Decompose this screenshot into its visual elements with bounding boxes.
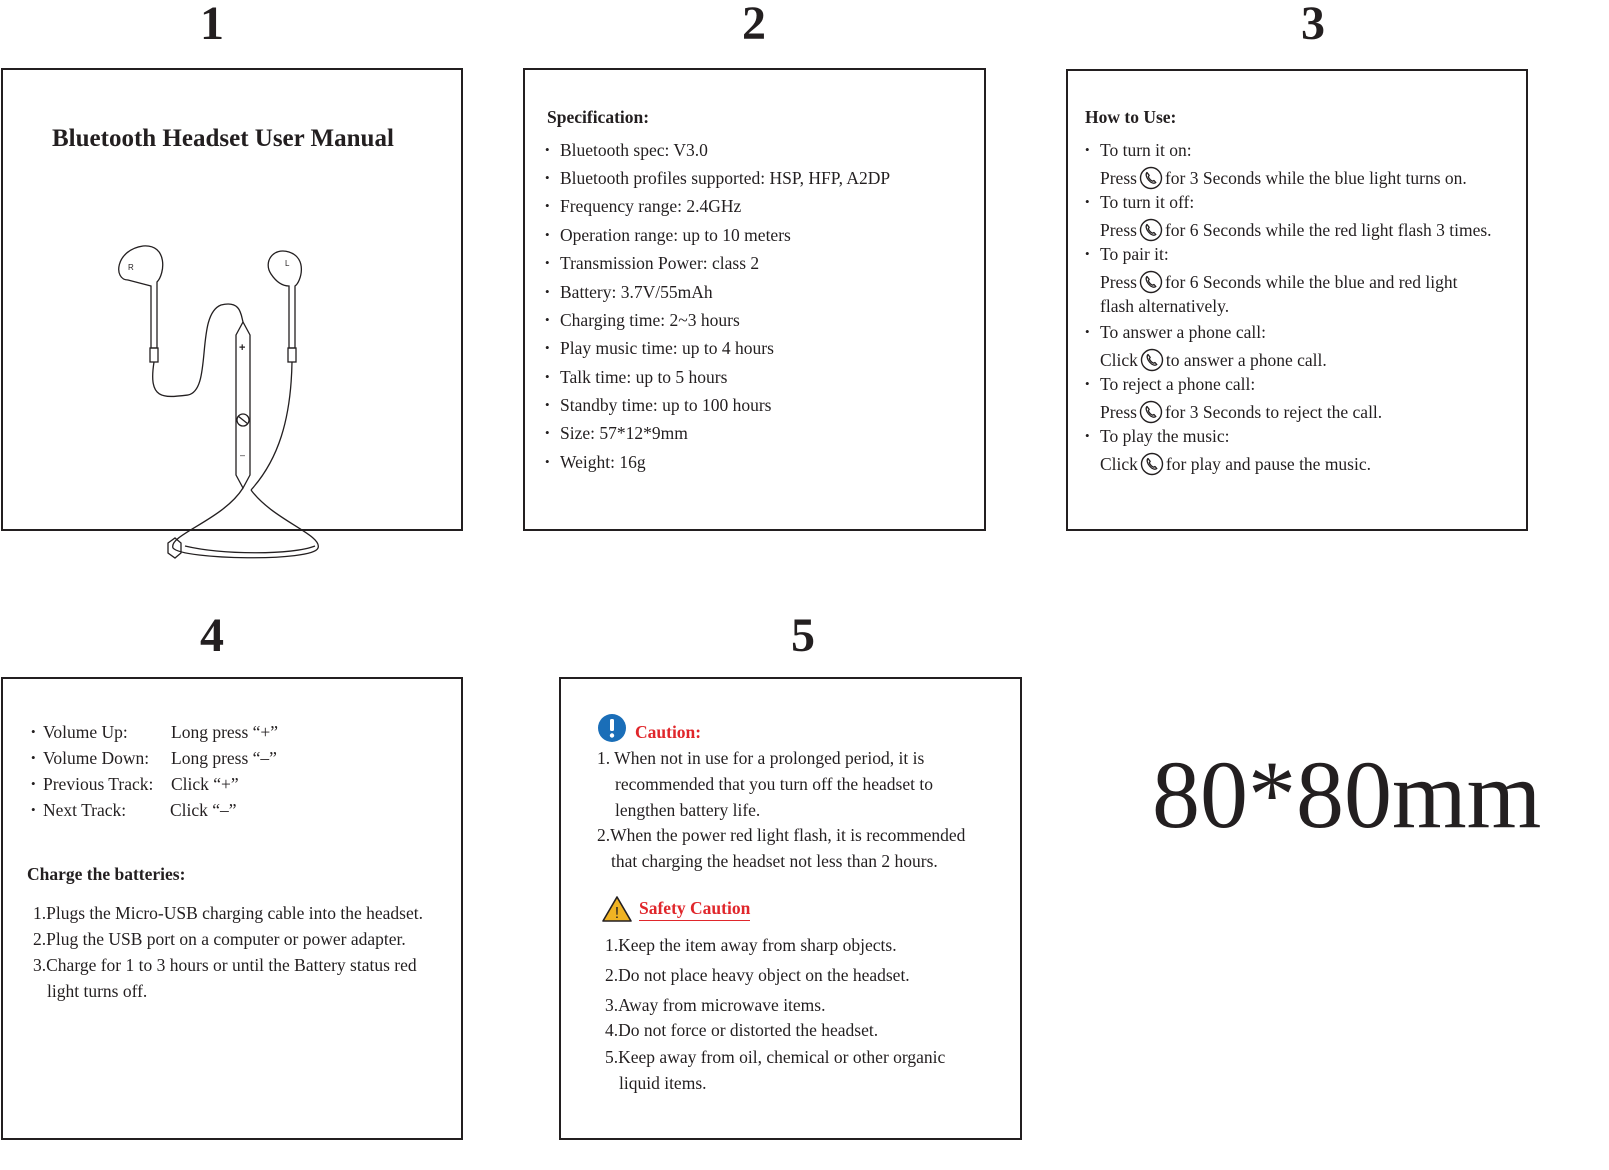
panel-specification — [523, 68, 986, 531]
warning-triangle-icon — [602, 896, 632, 922]
charge-step-1: 1.Plugs the Micro-USB charging cable into the headset. — [33, 903, 423, 923]
how-to-title-text: To turn it on: — [1100, 140, 1192, 160]
minus-label: – — [240, 450, 246, 460]
plus-label: + — [239, 342, 246, 354]
control-action: Click “–” — [170, 800, 237, 820]
how-to-title-text: To reject a phone call: — [1100, 374, 1256, 394]
spec-item — [545, 367, 727, 388]
bullet: • — [545, 255, 550, 270]
spec-item-text: Transmission Power: class 2 — [560, 253, 760, 273]
step-verb: Press — [1100, 272, 1137, 292]
spec-item — [545, 253, 759, 274]
safety-line-1: 1.Keep the item away from sharp objects. — [605, 935, 897, 955]
panel-how-to-use — [1066, 69, 1528, 531]
spec-item — [545, 338, 774, 359]
bullet: • — [545, 369, 550, 384]
call-button-icon — [1140, 348, 1164, 372]
step-text: for 3 Seconds to reject the call. — [1164, 402, 1383, 422]
how-to-title-text: To play the music: — [1100, 426, 1230, 446]
spec-item — [545, 452, 646, 473]
page-number-4: 4 — [200, 609, 224, 662]
panel-caution — [559, 677, 1022, 1140]
how-to-item-step — [1100, 218, 1492, 242]
charge-heading: Charge the batteries: — [27, 864, 186, 884]
spec-item-text: Battery: 3.7V/55mAh — [560, 282, 713, 302]
page-number-1: 1 — [200, 0, 224, 50]
spec-item-text: Standby time: up to 100 hours — [560, 395, 772, 415]
step-text: for 3 Seconds while the blue light turns on. — [1164, 168, 1467, 188]
charge-step-3-cont: light turns off. — [47, 981, 148, 1001]
step-text-cont: flash alternatively. — [1100, 296, 1230, 316]
control-action: Long press “+” — [171, 722, 279, 742]
how-to-title-text: To pair it: — [1100, 244, 1169, 264]
caution-icon — [597, 713, 627, 743]
bullet: • — [1085, 428, 1090, 443]
how-to-item-title — [1085, 322, 1266, 343]
spec-item — [545, 140, 708, 161]
call-button-icon — [1139, 166, 1163, 190]
step-text: for 6 Seconds while the red light flash 3 times. — [1164, 220, 1492, 240]
caution-line-5: that charging the headset not less than 2 hours. — [611, 851, 938, 871]
spec-item — [545, 168, 890, 189]
how-to-item-step — [1100, 270, 1458, 294]
bullet: • — [545, 142, 550, 157]
how-to-item-title — [1085, 426, 1230, 447]
spec-item-text: Operation range: up to 10 meters — [560, 225, 791, 245]
call-button-icon — [1140, 452, 1164, 476]
warning-glyph: ! — [614, 905, 620, 922]
how-to-item-step — [1100, 452, 1371, 476]
control-label — [31, 722, 128, 743]
how-to-item-title — [1085, 192, 1194, 213]
step-verb: Click — [1100, 350, 1138, 370]
bullet: • — [545, 340, 550, 355]
control-action: Long press “–” — [171, 748, 277, 768]
spec-item-text: Charging time: 2~3 hours — [560, 310, 740, 330]
safety-heading: Safety Caution — [639, 898, 750, 921]
bullet: • — [545, 397, 550, 412]
safety-line-6: liquid items. — [619, 1073, 707, 1093]
spec-item — [545, 423, 688, 444]
spec-item-text: Weight: 16g — [560, 452, 646, 472]
how-to-title-text: To answer a phone call: — [1100, 322, 1266, 342]
control-label-text: Volume Up: — [43, 722, 128, 742]
bullet: • — [545, 227, 550, 242]
control-label-text: Volume Down: — [43, 748, 150, 768]
bullet: • — [545, 198, 550, 213]
caution-line-2: recommended that you turn off the headset to — [615, 774, 933, 794]
step-text: to answer a phone call. — [1165, 350, 1327, 370]
bullet: • — [31, 724, 36, 739]
control-label-text: Next Track: — [43, 800, 127, 820]
spec-item — [545, 282, 713, 303]
step-text: for play and pause the music. — [1165, 454, 1371, 474]
step-verb: Click — [1100, 454, 1138, 474]
call-button-icon — [1139, 218, 1163, 242]
caution-line-1: 1. When not in use for a prolonged period, it is — [597, 748, 925, 768]
bullet: • — [545, 454, 550, 469]
bullet: • — [31, 750, 36, 765]
charge-step-2: 2.Plug the USB port on a computer or power adapter. — [33, 929, 406, 949]
control-action: Click “+” — [171, 774, 239, 794]
caution-heading: Caution: — [635, 722, 702, 742]
bullet: • — [1085, 194, 1090, 209]
safety-line-2: 2.Do not place heavy object on the headset. — [605, 965, 910, 985]
spec-item — [545, 310, 740, 331]
spec-item-text: Bluetooth profiles supported: HSP, HFP, A2DP — [560, 168, 891, 188]
bullet: • — [545, 284, 550, 299]
panel-cover — [1, 68, 463, 531]
left-label: L — [285, 259, 290, 268]
how-to-item-step — [1100, 400, 1382, 424]
page-number-5: 5 — [791, 609, 815, 662]
bullet: • — [1085, 246, 1090, 261]
safety-line-4: 4.Do not force or distorted the headset. — [605, 1020, 879, 1040]
bullet: • — [545, 425, 550, 440]
spec-item-text: Talk time: up to 5 hours — [560, 367, 728, 387]
spec-item-text: Play music time: up to 4 hours — [560, 338, 774, 358]
control-label-text: Previous Track: — [43, 774, 154, 794]
spec-heading: Specification: — [547, 107, 650, 127]
headset-illustration — [103, 190, 343, 500]
spec-item — [545, 196, 741, 217]
how-to-item-step — [1100, 166, 1467, 190]
control-label — [31, 800, 126, 821]
charge-step-3: 3.Charge for 1 to 3 hours or until the Battery status red — [33, 955, 417, 975]
call-button-icon — [1139, 400, 1163, 424]
spec-item-text: Bluetooth spec: V3.0 — [560, 140, 708, 160]
bullet: • — [1085, 376, 1090, 391]
call-button-icon — [1139, 270, 1163, 294]
step-verb: Press — [1100, 402, 1137, 422]
page-number-3: 3 — [1301, 0, 1325, 50]
bullet: • — [545, 170, 550, 185]
how-to-heading: How to Use: — [1085, 107, 1177, 127]
how-to-item-title — [1085, 374, 1255, 395]
how-to-item-title — [1085, 244, 1169, 265]
spec-item — [545, 225, 791, 246]
safety-line-3: 3.Away from microwave items. — [605, 995, 826, 1015]
bullet: • — [31, 802, 36, 817]
bullet: • — [545, 312, 550, 327]
step-verb: Press — [1100, 168, 1137, 188]
control-label — [31, 774, 153, 795]
how-to-item-step — [1100, 348, 1327, 372]
control-label — [31, 748, 149, 769]
spec-item-text: Size: 57*12*9mm — [560, 423, 688, 443]
how-to-title-text: To turn it off: — [1100, 192, 1195, 212]
manual-title: Bluetooth Headset User Manual — [52, 125, 394, 152]
panel-controls-charging — [1, 677, 463, 1140]
step-verb: Press — [1100, 220, 1137, 240]
step-text: for 6 Seconds while the blue and red light — [1164, 272, 1458, 292]
safety-line-5: 5.Keep away from oil, chemical or other organic — [605, 1047, 946, 1067]
bullet: • — [1085, 142, 1090, 157]
right-label: R — [128, 263, 134, 272]
bullet: • — [1085, 324, 1090, 339]
how-to-item-title — [1085, 140, 1192, 161]
size-label: 80*80mm — [1152, 741, 1542, 848]
spec-item — [545, 395, 771, 416]
caution-line-4: 2.When the power red light flash, it is recommended — [597, 825, 966, 845]
spec-item-text: Frequency range: 2.4GHz — [560, 196, 742, 216]
bullet: • — [31, 776, 36, 791]
caution-line-3: lengthen battery life. — [615, 800, 761, 820]
page-number-2: 2 — [742, 0, 766, 50]
